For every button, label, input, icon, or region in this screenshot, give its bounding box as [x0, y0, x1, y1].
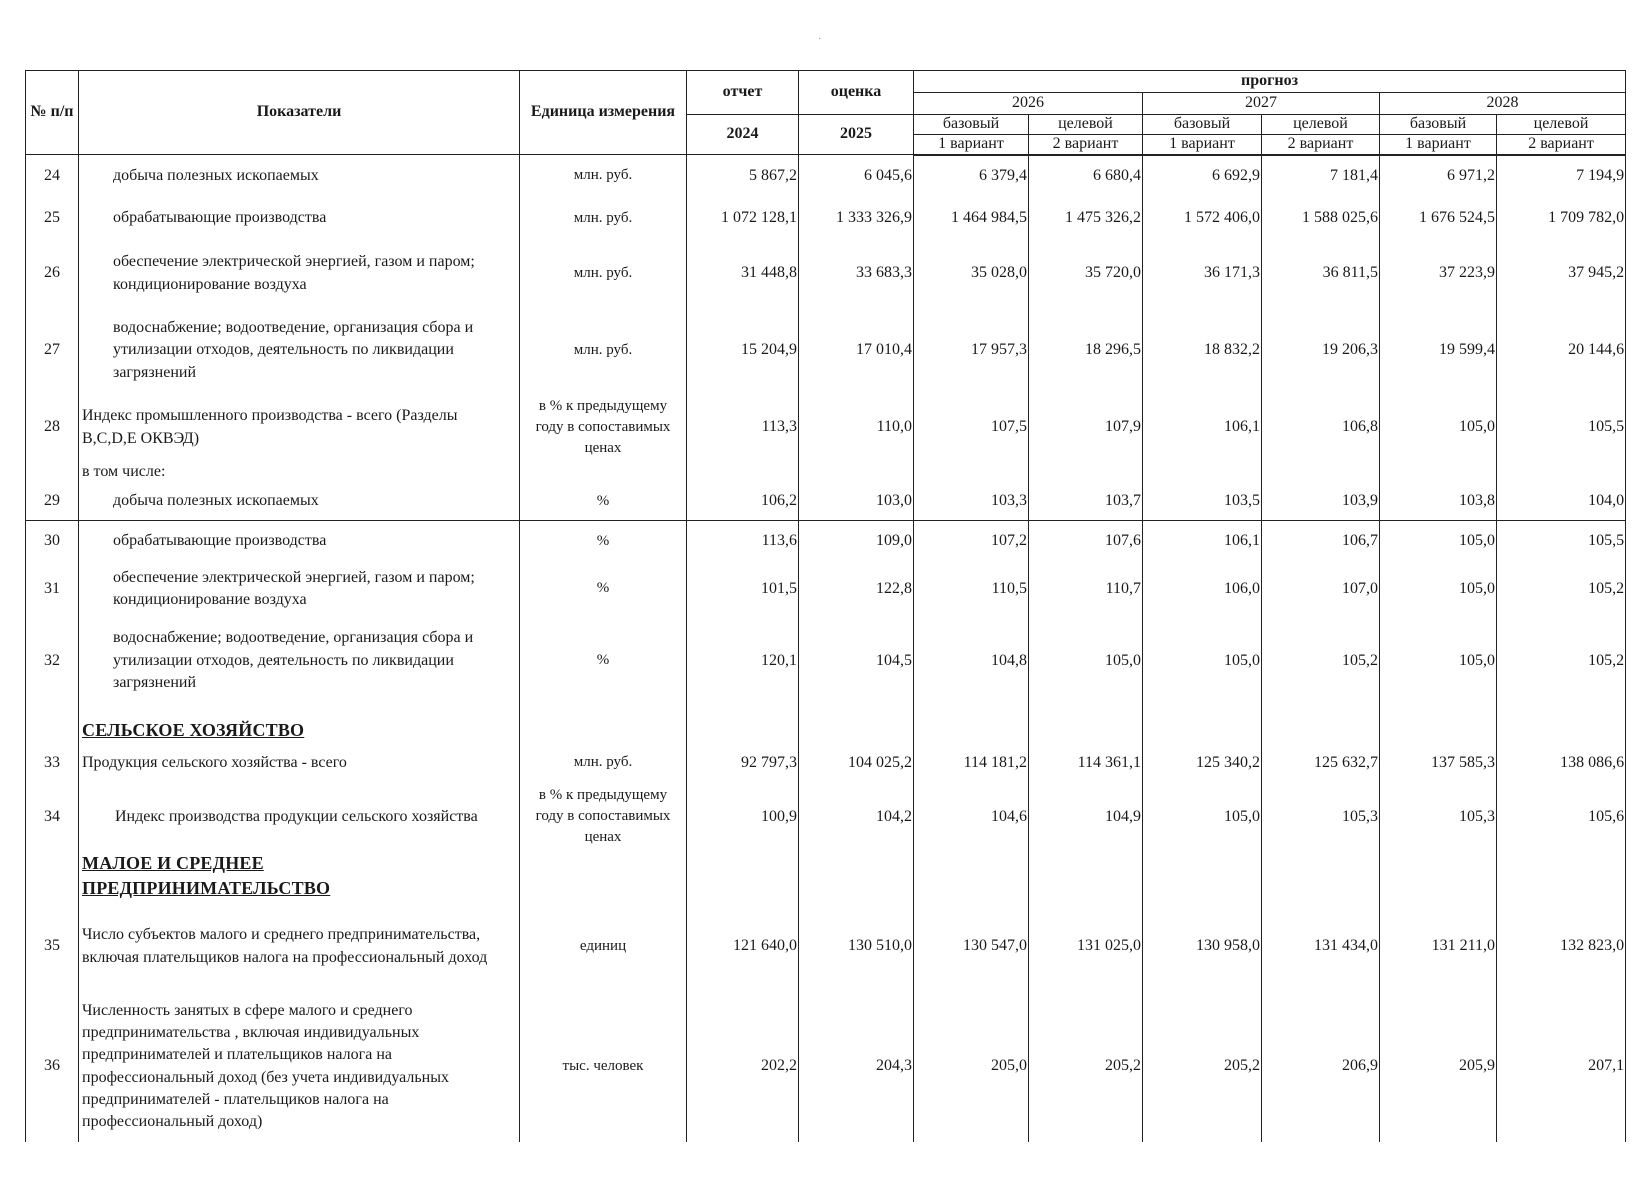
value-cell: 31 448,8 [687, 241, 799, 307]
table-row [26, 902, 1626, 992]
value-cell: 120,1 [687, 617, 799, 705]
value-cell: 125 340,2 [1143, 743, 1262, 783]
value-cell: 6 680,4 [1029, 155, 1143, 197]
row-number: 32 [26, 617, 79, 705]
table-row [26, 155, 1626, 197]
value-cell: 205,9 [1380, 992, 1497, 1142]
value-cell: 6 971,2 [1380, 155, 1497, 197]
value-cell: 105,0 [1380, 561, 1497, 617]
value-cell: 100,9 [687, 783, 799, 851]
value-cell [914, 461, 1029, 483]
value-cell: 104,0 [1497, 483, 1626, 521]
unit-cell: % [520, 617, 687, 705]
row-number: 33 [26, 743, 79, 783]
header-target: целевой [1497, 115, 1626, 135]
value-cell: 105,2 [1262, 617, 1380, 705]
value-cell: 35 720,0 [1029, 241, 1143, 307]
value-cell: 131 211,0 [1380, 902, 1497, 992]
value-cell: 110,7 [1029, 561, 1143, 617]
value-cell: 107,0 [1262, 561, 1380, 617]
header-base: базовый [914, 115, 1029, 135]
indicator-name: Индекс промышленного производства - всего (Разделы В,С,D,Е ОКВЭД) [79, 395, 520, 461]
value-cell: 206,9 [1262, 992, 1380, 1142]
unit-cell: единиц [520, 902, 687, 992]
cell-empty [1143, 851, 1262, 902]
header-estimate: оценка [799, 71, 914, 115]
header-base: базовый [1380, 115, 1497, 135]
header-variant-2: 2 вариант [1029, 135, 1143, 155]
cell-no [26, 851, 79, 902]
indicator-name: добыча полезных ископаемых [79, 155, 520, 197]
value-cell: 1 588 025,6 [1262, 197, 1380, 241]
value-cell: 113,6 [687, 521, 799, 561]
value-cell: 130 547,0 [914, 902, 1029, 992]
value-cell: 205,2 [1029, 992, 1143, 1142]
table-row [26, 461, 1626, 483]
cell-empty [1380, 851, 1497, 902]
value-cell: 6 045,6 [799, 155, 914, 197]
value-cell: 35 028,0 [914, 241, 1029, 307]
value-cell: 15 204,9 [687, 307, 799, 395]
table-row [26, 395, 1626, 461]
value-cell: 106,1 [1143, 395, 1262, 461]
value-cell: 105,2 [1497, 617, 1626, 705]
indicator-name: Численность занятых в сфере малого и среднего предпринимательства , включая индивидуальных предпринимателей и плательщиков налога на профессиональный доход (без учета индивидуальных предпринимателей - плательщиков налога на профессиональный доход) [79, 992, 520, 1142]
cell-empty [1029, 851, 1143, 902]
value-cell: 103,3 [914, 483, 1029, 521]
indicator-name: Индекс производства продукции сельского хозяйства [79, 783, 520, 851]
unit-cell: в % к предыдущему году в сопоставимых ценах [520, 395, 687, 461]
scan-speck: · [818, 34, 822, 45]
value-cell: 105,0 [1143, 783, 1262, 851]
unit-cell: в % к предыдущему году в сопоставимых ценах [520, 783, 687, 851]
header-report-year: 2024 [687, 115, 799, 155]
value-cell: 36 171,3 [1143, 241, 1262, 307]
unit-cell: млн. руб. [520, 155, 687, 197]
header-base: базовый [1143, 115, 1262, 135]
cell-empty [1029, 705, 1143, 743]
header-unit: Единица измерения [520, 71, 687, 155]
value-cell [1029, 461, 1143, 483]
value-cell: 106,1 [1143, 521, 1262, 561]
value-cell: 122,8 [799, 561, 914, 617]
table-row [26, 992, 1626, 1142]
value-cell: 19 206,3 [1262, 307, 1380, 395]
value-cell: 6 692,9 [1143, 155, 1262, 197]
value-cell: 106,7 [1262, 521, 1380, 561]
unit-cell: млн. руб. [520, 307, 687, 395]
header-target: целевой [1029, 115, 1143, 135]
value-cell: 6 379,4 [914, 155, 1029, 197]
cell-empty [1262, 851, 1380, 902]
header-year-2028: 2028 [1380, 93, 1626, 115]
value-cell: 114 181,2 [914, 743, 1029, 783]
value-cell: 110,0 [799, 395, 914, 461]
unit-cell [520, 461, 687, 483]
row-number: 25 [26, 197, 79, 241]
cell-empty [520, 851, 687, 902]
header-target: целевой [1262, 115, 1380, 135]
cell-empty [1497, 705, 1626, 743]
value-cell: 131 434,0 [1262, 902, 1380, 992]
cell-empty [687, 705, 799, 743]
table-row [26, 561, 1626, 617]
value-cell: 18 832,2 [1143, 307, 1262, 395]
value-cell: 103,0 [799, 483, 914, 521]
value-cell: 105,5 [1497, 521, 1626, 561]
row-number: 36 [26, 992, 79, 1142]
row-number: 35 [26, 902, 79, 992]
value-cell: 204,3 [799, 992, 914, 1142]
value-cell: 1 676 524,5 [1380, 197, 1497, 241]
header-year-2026: 2026 [914, 93, 1143, 115]
forecast-table [25, 70, 1626, 1142]
value-cell: 207,1 [1497, 992, 1626, 1142]
value-cell: 105,0 [1380, 521, 1497, 561]
value-cell: 114 361,1 [1029, 743, 1143, 783]
unit-cell: % [520, 521, 687, 561]
value-cell: 132 823,0 [1497, 902, 1626, 992]
row-number: 30 [26, 521, 79, 561]
value-cell: 104,2 [799, 783, 914, 851]
value-cell: 103,5 [1143, 483, 1262, 521]
value-cell: 105,0 [1380, 395, 1497, 461]
value-cell [1143, 461, 1262, 483]
value-cell: 17 010,4 [799, 307, 914, 395]
table-row [26, 483, 1626, 521]
value-cell: 113,3 [687, 395, 799, 461]
value-cell: 130 510,0 [799, 902, 914, 992]
value-cell: 105,6 [1497, 783, 1626, 851]
row-number: 27 [26, 307, 79, 395]
row-number: 31 [26, 561, 79, 617]
value-cell: 205,0 [914, 992, 1029, 1142]
value-cell [1380, 461, 1497, 483]
value-cell: 103,7 [1029, 483, 1143, 521]
value-cell: 18 296,5 [1029, 307, 1143, 395]
value-cell: 104,5 [799, 617, 914, 705]
value-cell: 92 797,3 [687, 743, 799, 783]
value-cell: 1 709 782,0 [1497, 197, 1626, 241]
value-cell: 105,2 [1497, 561, 1626, 617]
value-cell [1262, 461, 1380, 483]
cell-empty [1262, 705, 1380, 743]
value-cell: 1 464 984,5 [914, 197, 1029, 241]
indicator-name: водоснабжение; водоотведение, организация сбора и утилизации отходов, деятельность по ликвидации загрязнений [79, 307, 520, 395]
value-cell: 106,8 [1262, 395, 1380, 461]
cell-empty [914, 851, 1029, 902]
value-cell: 121 640,0 [687, 902, 799, 992]
value-cell: 7 194,9 [1497, 155, 1626, 197]
unit-cell: % [520, 483, 687, 521]
value-cell: 104 025,2 [799, 743, 914, 783]
value-cell: 19 599,4 [1380, 307, 1497, 395]
table-header [26, 71, 1626, 155]
row-number: 29 [26, 483, 79, 521]
value-cell [1497, 461, 1626, 483]
header-variant-2: 2 вариант [1262, 135, 1380, 155]
header-variant-1: 1 вариант [914, 135, 1029, 155]
value-cell: 125 632,7 [1262, 743, 1380, 783]
header-variant-2: 2 вариант [1497, 135, 1626, 155]
value-cell: 7 181,4 [1262, 155, 1380, 197]
header-report: отчет [687, 71, 799, 115]
indicator-name: добыча полезных ископаемых [79, 483, 520, 521]
row-number: 28 [26, 395, 79, 461]
table-row [26, 521, 1626, 561]
cell-no [26, 705, 79, 743]
cell-empty [520, 705, 687, 743]
table-row [26, 197, 1626, 241]
unit-cell: % [520, 561, 687, 617]
value-cell [687, 461, 799, 483]
row-number [26, 461, 79, 483]
indicator-name: водоснабжение; водоотведение, организация сбора и утилизации отходов, деятельность по ликвидации загрязнений [79, 617, 520, 705]
cell-empty [1380, 705, 1497, 743]
section-row [26, 705, 1626, 743]
value-cell: 105,0 [1380, 617, 1497, 705]
value-cell: 105,3 [1262, 783, 1380, 851]
value-cell: 101,5 [687, 561, 799, 617]
indicator-name: обрабатывающие производства [79, 521, 520, 561]
value-cell: 104,6 [914, 783, 1029, 851]
value-cell: 20 144,6 [1497, 307, 1626, 395]
forecast-table-sheet [25, 70, 1625, 1142]
indicator-name: обеспечение электрической энергией, газом и паром; кондиционирование воздуха [79, 561, 520, 617]
header-variant-1: 1 вариант [1143, 135, 1262, 155]
value-cell: 1 572 406,0 [1143, 197, 1262, 241]
value-cell: 107,5 [914, 395, 1029, 461]
value-cell: 202,2 [687, 992, 799, 1142]
value-cell: 103,8 [1380, 483, 1497, 521]
value-cell: 205,2 [1143, 992, 1262, 1142]
value-cell: 107,2 [914, 521, 1029, 561]
unit-cell: тыс. человек [520, 992, 687, 1142]
header-year-2027: 2027 [1143, 93, 1380, 115]
table-row [26, 241, 1626, 307]
table-row [26, 617, 1626, 705]
cell-empty [914, 705, 1029, 743]
value-cell: 37 223,9 [1380, 241, 1497, 307]
value-cell: 105,3 [1380, 783, 1497, 851]
cell-empty [1497, 851, 1626, 902]
value-cell: 17 957,3 [914, 307, 1029, 395]
value-cell: 105,0 [1143, 617, 1262, 705]
indicator-name: в том числе: [79, 461, 520, 483]
unit-cell: млн. руб. [520, 197, 687, 241]
value-cell: 1 072 128,1 [687, 197, 799, 241]
row-number: 26 [26, 241, 79, 307]
value-cell: 110,5 [914, 561, 1029, 617]
table-row [26, 783, 1626, 851]
indicator-name: обрабатывающие производства [79, 197, 520, 241]
value-cell: 106,2 [687, 483, 799, 521]
indicator-name: обеспечение электрической энергией, газом и паром; кондиционирование воздуха [79, 241, 520, 307]
cell-empty [687, 851, 799, 902]
value-cell: 105,0 [1029, 617, 1143, 705]
value-cell: 33 683,3 [799, 241, 914, 307]
value-cell: 1 333 326,9 [799, 197, 914, 241]
value-cell: 36 811,5 [1262, 241, 1380, 307]
value-cell: 130 958,0 [1143, 902, 1262, 992]
row-number: 24 [26, 155, 79, 197]
value-cell: 137 585,3 [1380, 743, 1497, 783]
value-cell: 103,9 [1262, 483, 1380, 521]
table-row [26, 743, 1626, 783]
cell-empty [1143, 705, 1262, 743]
unit-cell: млн. руб. [520, 241, 687, 307]
value-cell: 138 086,6 [1497, 743, 1626, 783]
table-row [26, 307, 1626, 395]
cell-empty [799, 705, 914, 743]
header-forecast: прогноз [914, 71, 1626, 93]
value-cell: 5 867,2 [687, 155, 799, 197]
indicator-name: Продукция сельского хозяйства - всего [79, 743, 520, 783]
unit-cell: млн. руб. [520, 743, 687, 783]
section-row [26, 851, 1626, 902]
value-cell: 106,0 [1143, 561, 1262, 617]
row-number: 34 [26, 783, 79, 851]
indicator-name: Число субъектов малого и среднего предпринимательства, включая плательщиков налога на профессиональный доход [79, 902, 520, 992]
header-indicator: Показатели [79, 71, 520, 155]
cell-empty [799, 851, 914, 902]
value-cell: 107,6 [1029, 521, 1143, 561]
section-title: СЕЛЬСКОЕ ХОЗЯЙСТВО [82, 719, 305, 740]
value-cell: 105,5 [1497, 395, 1626, 461]
value-cell: 131 025,0 [1029, 902, 1143, 992]
header-variant-1: 1 вариант [1380, 135, 1497, 155]
value-cell: 37 945,2 [1497, 241, 1626, 307]
value-cell: 1 475 326,2 [1029, 197, 1143, 241]
table-body [26, 155, 1626, 1142]
value-cell: 107,9 [1029, 395, 1143, 461]
section-title: МАЛОЕ И СРЕДНЕЕ ПРЕДПРИНИМАТЕЛЬСТВО [82, 852, 331, 899]
value-cell [799, 461, 914, 483]
value-cell: 104,8 [914, 617, 1029, 705]
header-estimate-year: 2025 [799, 115, 914, 155]
header-no: № п/п [26, 71, 79, 155]
value-cell: 109,0 [799, 521, 914, 561]
value-cell: 104,9 [1029, 783, 1143, 851]
